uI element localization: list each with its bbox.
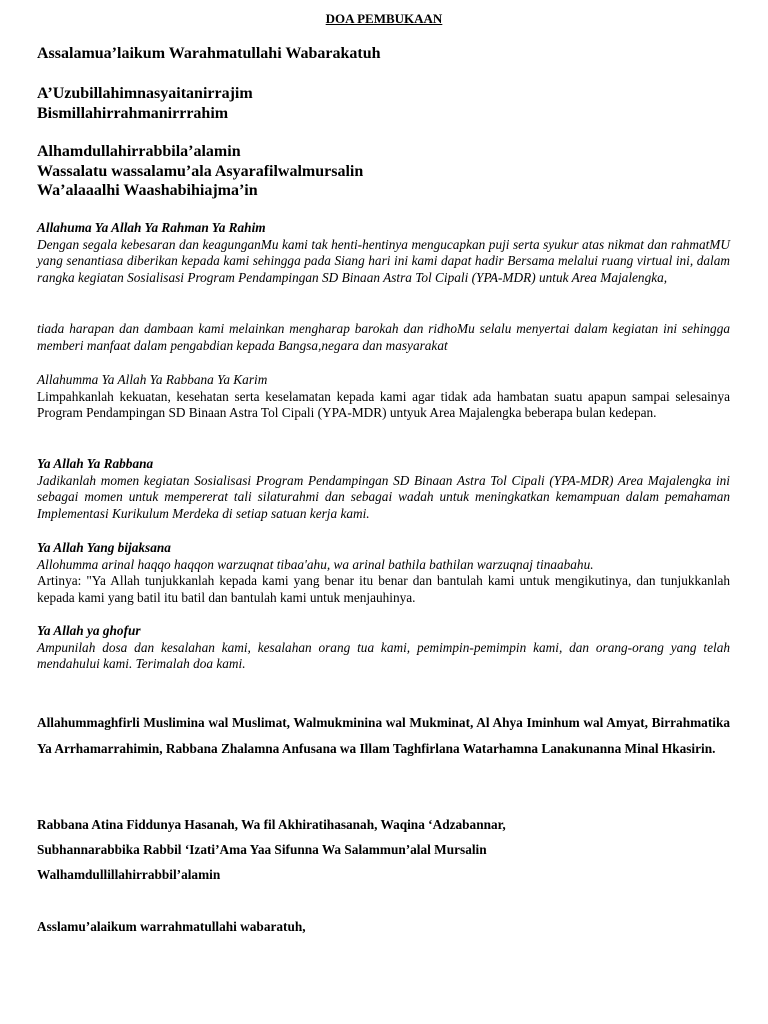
shalawat-text: Wassalatu wassalamu’ala Asyarafilwalmursalin: [37, 162, 364, 180]
section-body: Ampunilah dosa dan kesalahan kami, kesalahan orang tua kami, pemimpin-pemimpin kami, dan orang-orang yang telah mendahului kami. Terimalah doa kami.: [37, 639, 730, 672]
closing-prayer: Allahummaghfirli Muslimina wal Muslimat, Walmukminina wal Mukminat, Al Ahya Iminhum wal Amyat, Birrahmatika Ya Arrhamarrahimin, Rabbana Zhalamna Anfusana wa Illam Taghfirlana Watarhamna Lanakunanna Minal Hkasirin.: [37, 715, 730, 756]
section-heading: Allahumma Ya Allah Ya Rabbana Ya Karim: [37, 372, 268, 387]
section-body-text: Limpahkanlah kekuatan, kesehatan serta keselamatan kepada kami agar tidak ada hambatan suatu apapun sampai selesainya Program Pendampingan SD Binaan Astra Tol Cipali (YPA-MDR) untyuk Area Majalengka beberapa bulan kedepan.: [37, 388, 730, 421]
hamdalah-block: [37, 142, 737, 201]
shalawat2-text: Wa’alaaalhi Waashabihiajma’in: [37, 182, 258, 199]
section-body: tiada harapan dan dambaan kami melainkan mengharap barokah dan ridhoMu selalu menyertai dalam kegiatan ini sehingga memberi manfaat dalam pengabdian kepada Bangsa,negara dan masyarakat: [37, 321, 730, 353]
taawudz-text: A’Uzubillahimnasyaitanirrajim: [37, 85, 253, 102]
hamdalah-text: Alhamdullahirrabbila’alamin: [37, 143, 241, 160]
rabbana-text: Rabbana Atina Fiddunya Hasanah, Wa fil Akhiratihasanah, Waqina ‘Adzabannar,: [37, 817, 506, 832]
prayer-section-1: [37, 220, 730, 286]
greeting-text: Assalamua’laikum Warahmatullahi Wabarakatuh: [37, 45, 381, 62]
greeting: [37, 44, 737, 64]
subhana-text: Subhannarabbika Rabbil ‘Izati’Ama Yaa Sifunna Wa Salammun’alal Mursalin: [37, 842, 487, 857]
section-translation: Artinya: "Ya Allah tunjukkanlah kepada kami yang benar itu benar dan bantulah kami untuk mengikutinya, dan tunjukkanlah kepada kami yang batil itu batil dan bantulah kami untuk menjauhinya.: [37, 573, 730, 605]
closing-doa-block: [37, 812, 730, 887]
document-title: DOA PEMBUKAAN: [325, 11, 443, 26]
opening-block: [37, 84, 737, 123]
section-heading: Ya Allah Ya Rabbana: [37, 456, 154, 471]
section-body: Jadikanlah momen kegiatan Sosialisasi Program Pendampingan SD Binaan Astra Tol Cipali (YPA-MDR) Area Majalengka ini sebagai momen untuk mempererat tali silaturahmi dan sebagai wadah untuk meningkatkan kemampuan dalam pemahaman Implementasi Kurikulum Merdeka di setiap satuan kerja kami.: [37, 472, 730, 521]
prayer-section-3: [37, 456, 730, 522]
section-body: Dengan segala kebesaran dan keagunganMu kami tak henti-hentinya mengucapkan puji serta syukur atas nikmat dan rahmatMU yang senantiasa diberikan kepada kami sehingga pada Siang hari ini kami dapat hadir Bersama melalui ruang virtual ini, dalam rangka kegiatan Sosialisasi Program Pendampingan SD Binaan Astra Tol Cipali (YPA-MDR) untuk Area Majalengka,: [37, 236, 730, 285]
prayer-section-5: [37, 623, 730, 673]
section-body: [37, 389, 730, 422]
farewell: [37, 914, 730, 939]
farewell-text: Asslamu’alaikum warrahmatullahi wabaratuh,: [37, 919, 306, 934]
walhamdu-text: Walhamdullillahirrabbil’alamin: [37, 867, 221, 882]
section-heading: Allahuma Ya Allah Ya Rahman Ya Rahim: [37, 220, 266, 235]
basmalah-text: Bismillahirrahmanirrrahim: [37, 104, 229, 122]
prayer-section-1-continued: [37, 321, 730, 354]
section-heading: Ya Allah ya ghofur: [37, 623, 141, 638]
prayer-section-2: [37, 372, 730, 422]
section-heading: Ya Allah Yang bijaksana: [37, 540, 171, 555]
prayer-section-4: [37, 540, 730, 606]
section-body: Allohumma arinal haqqo haqqon warzuqnat tibaa'ahu, wa arinal bathila bathilan warzuqnaj tinaabahu.: [37, 556, 594, 572]
